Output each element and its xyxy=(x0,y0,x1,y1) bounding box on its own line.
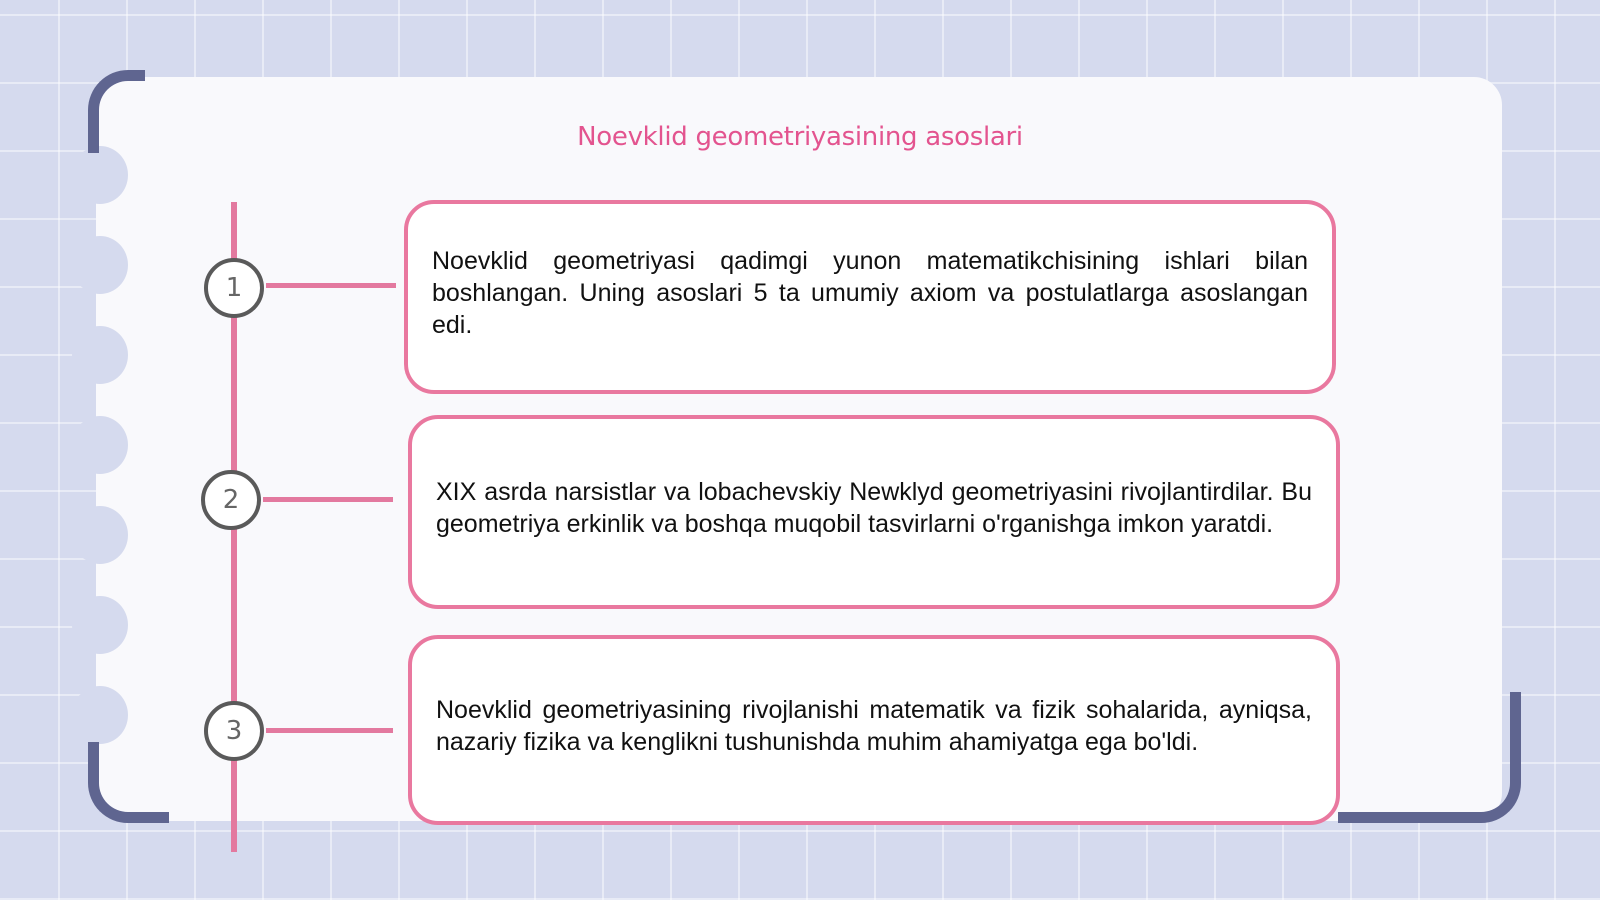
paper-notch xyxy=(72,416,128,474)
timeline-connector xyxy=(263,497,393,502)
slide-title: Noevklid geometriyasining asoslari xyxy=(577,122,1023,152)
step-number-circle: 3 xyxy=(204,701,264,761)
paper-notch xyxy=(72,506,128,564)
step-number-circle: 1 xyxy=(204,258,264,318)
step-text: XIX asrda narsistlar va lobachevskiy Newklyd geometriyasini rivojlantirdilar. Bu geometriya erkinlik va boshqa muqobil tasvirlarni o'rganishga imkon yaratdi. xyxy=(436,478,1312,538)
paper-notch xyxy=(72,326,128,384)
step-number-circle: 2 xyxy=(201,470,261,530)
step-box xyxy=(408,635,1340,825)
paper-notch xyxy=(72,596,128,654)
step-box xyxy=(404,200,1336,394)
step-text: Noevklid geometriyasining rivojlanishi matematik va fizik sohalarida, ayniqsa, nazariy fizika va kenglikni tushunishda muhim ahamiyatga ega bo'ldi. xyxy=(436,696,1312,756)
corner-bracket-top-left xyxy=(88,70,145,153)
step-box xyxy=(408,415,1340,609)
paper-notch xyxy=(72,686,128,744)
timeline-connector xyxy=(266,283,396,288)
paper-notch xyxy=(72,236,128,294)
timeline-connector xyxy=(266,728,393,733)
step-text: Noevklid geometriyasi qadimgi yunon matematikchisining ishlari bilan boshlangan. Uning asoslari 5 ta umumiy axiom va postulatlarga asoslangan edi. xyxy=(432,247,1308,339)
corner-bracket-bottom-right xyxy=(1338,692,1521,823)
corner-bracket-bottom-left xyxy=(88,742,169,823)
paper-notch xyxy=(72,146,128,204)
